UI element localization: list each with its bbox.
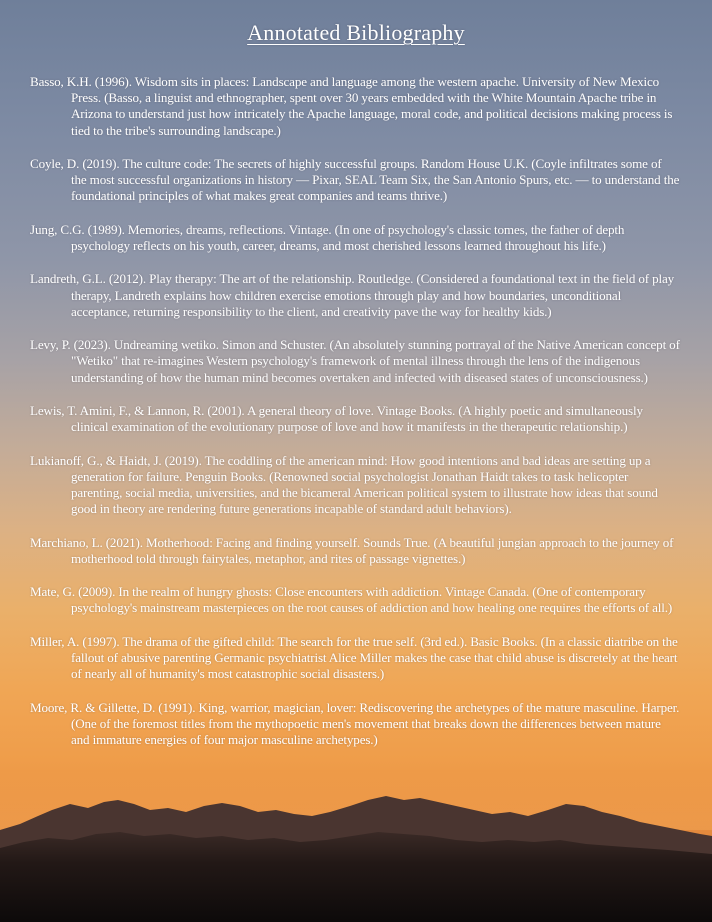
bibliography-entry-coyle: Coyle, D. (2019). The culture code: The secrets of highly successful groups. Random House U.K. (Coyle infiltrates some of the most successful organizations in history — Pixar, SEAL Team Six, the San Antonio Spurs, etc. — to understand the foundational principles of what makes great companies and teams thrive.) bbox=[30, 156, 680, 204]
page-title: Annotated Bibliography bbox=[247, 20, 465, 45]
bibliography-entry-jung: Jung, C.G. (1989). Memories, dreams, reflections. Vintage. (In one of psychology's classic tomes, the father of depth psychology reflects on his youth, career, dreams, and most cherished lessons learned throughout his life.) bbox=[30, 221, 625, 253]
bibliography-list bbox=[30, 74, 680, 765]
bibliography-entry-levy: Levy, P. (2023). Undreaming wetiko. Simon and Schuster. (An absolutely stunning portrayal of the Native American concept of "Wetiko" that re-imagines Western psychology's framework of mental illness through the lens of the indigenous understanding of how the human mind becomes overtaken and infected with diseased states of unconsciousness.) bbox=[30, 337, 680, 385]
bibliography-entry-moore: Moore, R. & Gillette, D. (1991). King, warrior, magician, lover: Rediscovering the archetypes of the mature masculine. Harper. (One of the foremost titles from the mythopoetic men's movement that breaks down the differences between mature and immature energies of four major masculine archetypes.) bbox=[30, 699, 680, 747]
bibliography-entry-landreth: Landreth, G.L. (2012). Play therapy: The art of the relationship. Routledge. (Considered a foundational text in the field of play therapy, Landreth explains how children exercise emotions through play and how boundaries, unconditional acceptance, returning responsibility to the client, and creativity pave the way for healthy kids.) bbox=[30, 271, 675, 319]
bibliography-entry-mate: Mate, G. (2009). In the realm of hungry ghosts: Close encounters with addiction. Vintage Canada. (One of contemporary psychology's mainstream masterpieces on the root causes of addiction and how healing one requires the efforts of all.) bbox=[30, 584, 673, 616]
bibliography-entry-miller: Miller, A. (1997). The drama of the gifted child: The search for the true self. (3rd ed.). Basic Books. (In a classic diatribe on the fallout of abusive parenting Germanic psychiatrist Alice Miller makes the case that child abuse is discretely at the heart of nearly all of humanity's most catastrophic social disasters.) bbox=[30, 633, 678, 682]
bibliography-entry-marchiano: Marchiano, L. (2021). Motherhood: Facing and finding yourself. Sounds True. (A beautiful jungian approach to the journey of motherhood told through fairytales, metaphor, and rites of passage vignettes.) bbox=[30, 534, 674, 566]
bibliography-entry-lukianoff: Lukianoff, G., & Haidt, J. (2019). The coddling of the american mind: How good intentions and bad ideas are setting up a generation for failure. Penguin Books. (Renowned social psychologist Jonathan Haidt takes to task helicopter parenting, social media, universities, and the bicameral American political system to illustrate how ideas that sound good in theory are rendering future generations incapable of standard adult behaviors). bbox=[30, 452, 658, 517]
bibliography-entry-lewis: Lewis, T. Amini, F., & Lannon, R. (2001). A general theory of love. Vintage Books. (A highly poetic and simultaneously clinical examination of the evolutionary purpose of love and how it manifests in the therapeutic relationship.) bbox=[30, 402, 643, 435]
bibliography-entry-basso: Basso, K.H. (1996). Wisdom sits in places: Landscape and language among the western apache. University of New Mexico Press. (Basso, a linguist and ethnographer, spent over 30 years embedded with the White Mountain Apache tribe in Arizona to understand just how intricately the Apache language, moral code, and political decisions making process is tied to the tribe's surrounding landscape.) bbox=[30, 74, 673, 138]
